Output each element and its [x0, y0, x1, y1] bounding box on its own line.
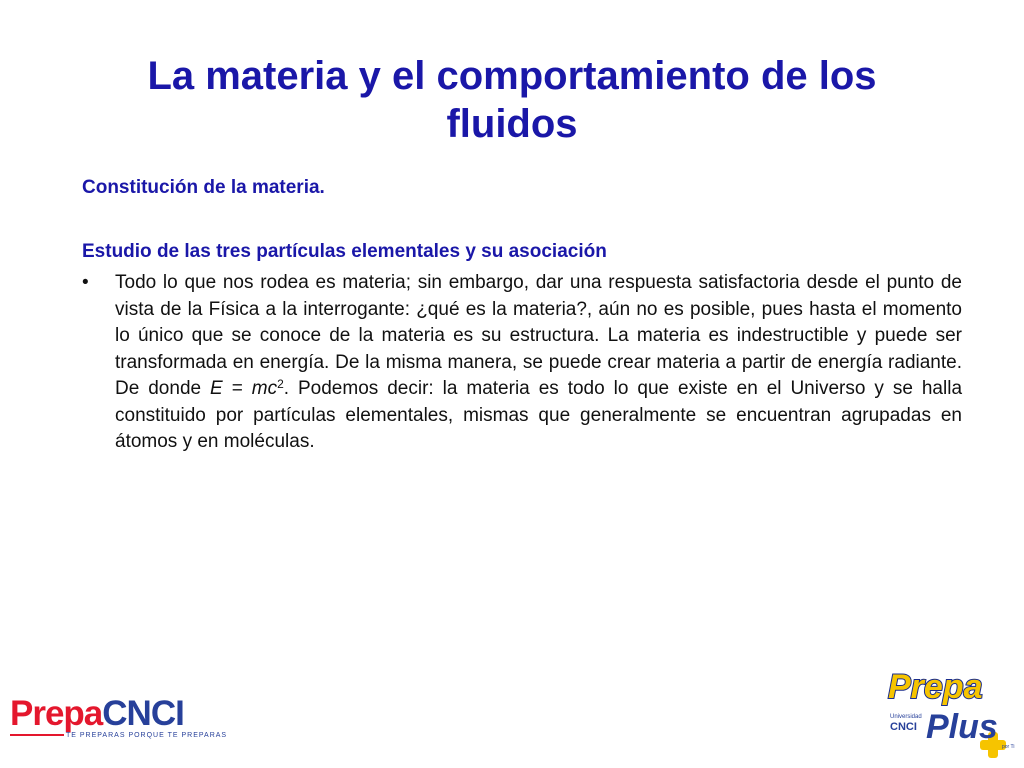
bullet-text-part-1: Todo lo que nos rodea es materia; sin embargo, dar una respuesta satisfactoria desde el punto de vista de la Física a la interrogante: ¿qué es la materia?, aún no es posible, pues hasta el momento lo único que se conoce de la materia es su estructura. La materia es indestructible y puede ser transformada en energía. De la misma manera, se puede crear materia a partir de energía radiante. De donde	[115, 272, 962, 399]
logo-word-cnci: CNCI	[102, 694, 184, 733]
title-line-2: fluidos	[446, 102, 578, 146]
prepa-plus-logo	[880, 668, 1018, 760]
logo-underline	[10, 734, 64, 736]
bullet-text-part-2: . Podemos decir: la materia es todo lo que existe en el Universo y se halla constituido por partículas elementales, mismas que generalmente se encuentran agrupadas en átomos y en moléculas.	[115, 378, 963, 452]
logo-prepa-text: Prepa	[888, 668, 983, 706]
bullet-paragraph	[115, 270, 962, 456]
prepa-cnci-wordmark	[10, 694, 184, 734]
formula-e: E	[210, 378, 223, 399]
prepa-cnci-logo	[8, 694, 228, 744]
logo-plus-text: Plus	[926, 708, 998, 746]
bullet-glyph: •	[82, 272, 89, 293]
title-line-1: La materia y el comportamiento de los	[147, 54, 877, 98]
logo-word-prepa: Prepa	[10, 694, 103, 733]
bullet-item	[82, 270, 962, 456]
logo-porti-text: por Ti	[1002, 744, 1015, 750]
formula-exponent: 2	[277, 377, 284, 391]
subheading-estudio: Estudio de las tres partículas elementales y su asociación	[82, 241, 607, 262]
formula-equals: =	[222, 378, 252, 399]
formula-mc: mc	[251, 378, 278, 399]
logo-universidad-text: Universidad	[890, 714, 922, 720]
subheading-constitucion: Constitución de la materia.	[82, 177, 325, 198]
slide-title	[60, 52, 964, 148]
logo-cnci-badge: CNCI	[890, 721, 917, 733]
logo-tagline: TE PREPARAS PORQUE TE PREPARAS	[66, 732, 228, 739]
